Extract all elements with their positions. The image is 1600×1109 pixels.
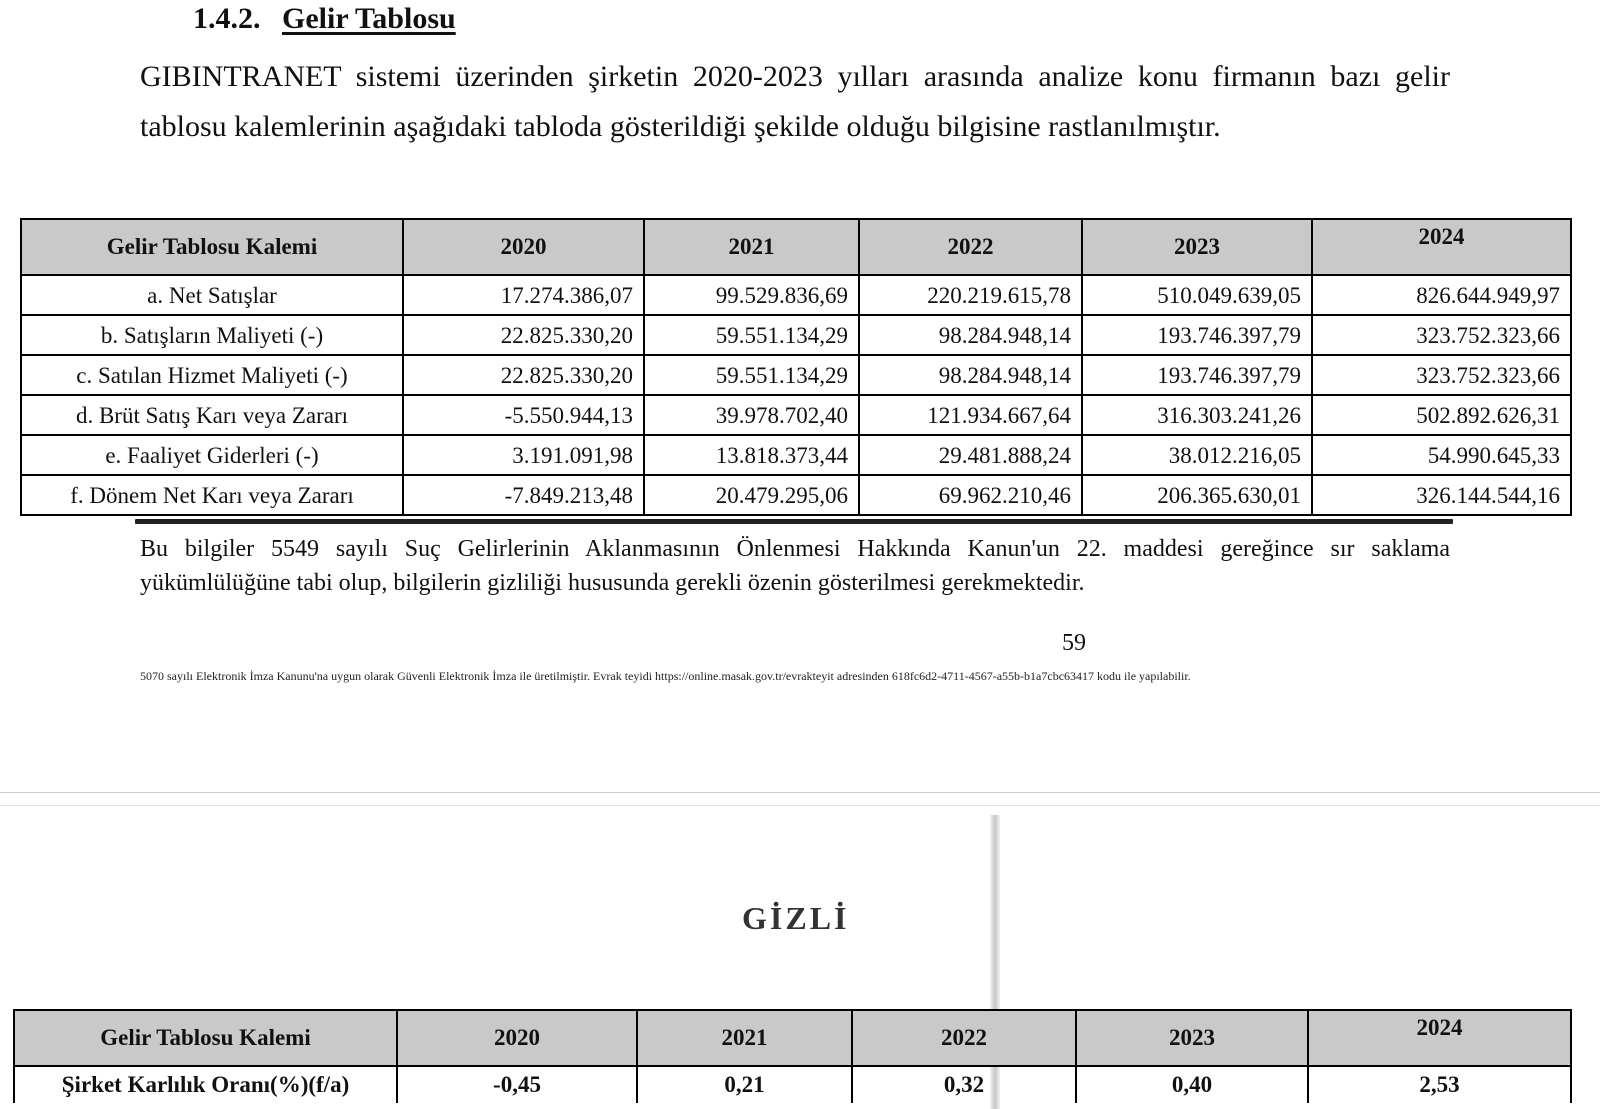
cell-2020: 3.191.091,98	[403, 435, 644, 475]
cell-2021: 59.551.134,29	[644, 355, 859, 395]
cell-2021: 20.479.295,06	[644, 475, 859, 515]
section-heading	[193, 2, 456, 36]
cell-2023: 193.746.397,79	[1082, 355, 1312, 395]
section-number: 1.4.2.	[193, 2, 261, 35]
cell-2021: 13.818.373,44	[644, 435, 859, 475]
page-number: 59	[1062, 630, 1086, 656]
separator-rule	[135, 519, 1453, 524]
cell-2022: 121.934.667,64	[859, 395, 1082, 435]
cell-2020: 22.825.330,20	[403, 315, 644, 355]
income-table-header-row	[21, 219, 1571, 275]
row-label: d. Brüt Satış Karı veya Zararı	[21, 395, 403, 435]
cell-2022: 29.481.888,24	[859, 435, 1082, 475]
cell-2020: -0,45	[397, 1066, 637, 1103]
cell-2023: 206.365.630,01	[1082, 475, 1312, 515]
table-row	[21, 395, 1571, 435]
table-row	[21, 275, 1571, 315]
col-header-item: Gelir Tablosu Kalemi	[14, 1010, 397, 1066]
cell-2022: 0,32	[852, 1066, 1076, 1103]
intro-paragraph: GIBINTRANET sistemi üzerinden şirketin 2020-2023 yılları arasında analize konu firmanın bazı gelir tablosu kalemlerinin aşağıdaki tabloda gösterildiği şekilde olduğu bilgisine rastlanılmıştır.	[140, 60, 1450, 143]
cell-2024: 326.144.544,16	[1312, 475, 1571, 515]
col-header-2023: 2023	[1076, 1010, 1308, 1066]
cell-2024: 323.752.323,66	[1312, 355, 1571, 395]
income-statement-table	[20, 218, 1572, 516]
row-label: f. Dönem Net Karı veya Zararı	[21, 475, 403, 515]
cell-2024: 502.892.626,31	[1312, 395, 1571, 435]
col-header-2022: 2022	[852, 1010, 1076, 1066]
col-header-2021: 2021	[644, 219, 859, 275]
col-header-2021: 2021	[637, 1010, 852, 1066]
cell-2020: 17.274.386,07	[403, 275, 644, 315]
cell-2020: -7.849.213,48	[403, 475, 644, 515]
row-label: e. Faaliyet Giderleri (-)	[21, 435, 403, 475]
cell-2021: 39.978.702,40	[644, 395, 859, 435]
cell-2023: 193.746.397,79	[1082, 315, 1312, 355]
page-break-line-secondary	[0, 805, 1600, 806]
table-row	[21, 475, 1571, 515]
table-row	[21, 355, 1571, 395]
cell-2022: 98.284.948,14	[859, 355, 1082, 395]
cell-2022: 69.962.210,46	[859, 475, 1082, 515]
cell-2020: 22.825.330,20	[403, 355, 644, 395]
cell-2023: 316.303.241,26	[1082, 395, 1312, 435]
cell-2024: 826.644.949,97	[1312, 275, 1571, 315]
cell-2024: 323.752.323,66	[1312, 315, 1571, 355]
ratio-table-header-row	[14, 1010, 1571, 1066]
table-row	[21, 435, 1571, 475]
cell-2023: 510.049.639,05	[1082, 275, 1312, 315]
table-row	[21, 315, 1571, 355]
col-header-2020: 2020	[397, 1010, 637, 1066]
col-header-2024: 2024	[1312, 219, 1571, 275]
classification-label: GİZLİ	[742, 900, 850, 936]
col-header-item: Gelir Tablosu Kalemi	[21, 219, 403, 275]
e-signature-note: 5070 sayılı Elektronik İmza Kanunu'na uygun olarak Güvenli Elektronik İmza ile üretilmiştir. Evrak teyidi https://online.masak.gov.tr/evrakteyit adresinden 618fc6d2-4711-4567-a55b-b1a7cbc63417 kodu ile yapılabilir.	[140, 669, 1191, 683]
cell-2021: 59.551.134,29	[644, 315, 859, 355]
profitability-ratio-table	[13, 1009, 1572, 1103]
col-header-2023: 2023	[1082, 219, 1312, 275]
cell-2022: 220.219.615,78	[859, 275, 1082, 315]
cell-2023: 38.012.216,05	[1082, 435, 1312, 475]
cell-2024: 54.990.645,33	[1312, 435, 1571, 475]
section-title: Gelir Tablosu	[282, 2, 456, 35]
row-label: a. Net Satışlar	[21, 275, 403, 315]
col-header-2022: 2022	[859, 219, 1082, 275]
cell-2021: 99.529.836,69	[644, 275, 859, 315]
cell-2021: 0,21	[637, 1066, 852, 1103]
table-row	[14, 1066, 1571, 1103]
row-label: Şirket Karlılık Oranı(%)(f/a)	[14, 1066, 397, 1103]
confidentiality-note: Bu bilgiler 5549 sayılı Suç Gelirlerinin Aklanmasının Önlenmesi Hakkında Kanun'un 22. maddesi gereğince sır saklama yükümlülüğüne tabi olup, bilgilerin gizliliği hususunda gerekli özenin gösterilmesi gerekmektedir.	[140, 536, 1450, 596]
cell-2024: 2,53	[1308, 1066, 1571, 1103]
row-label: b. Satışların Maliyeti (-)	[21, 315, 403, 355]
cell-2022: 98.284.948,14	[859, 315, 1082, 355]
row-label: c. Satılan Hizmet Maliyeti (-)	[21, 355, 403, 395]
cell-2020: -5.550.944,13	[403, 395, 644, 435]
cell-2023: 0,40	[1076, 1066, 1308, 1103]
col-header-2024: 2024	[1308, 1010, 1571, 1066]
col-header-2020: 2020	[403, 219, 644, 275]
page-break-line	[0, 792, 1600, 793]
